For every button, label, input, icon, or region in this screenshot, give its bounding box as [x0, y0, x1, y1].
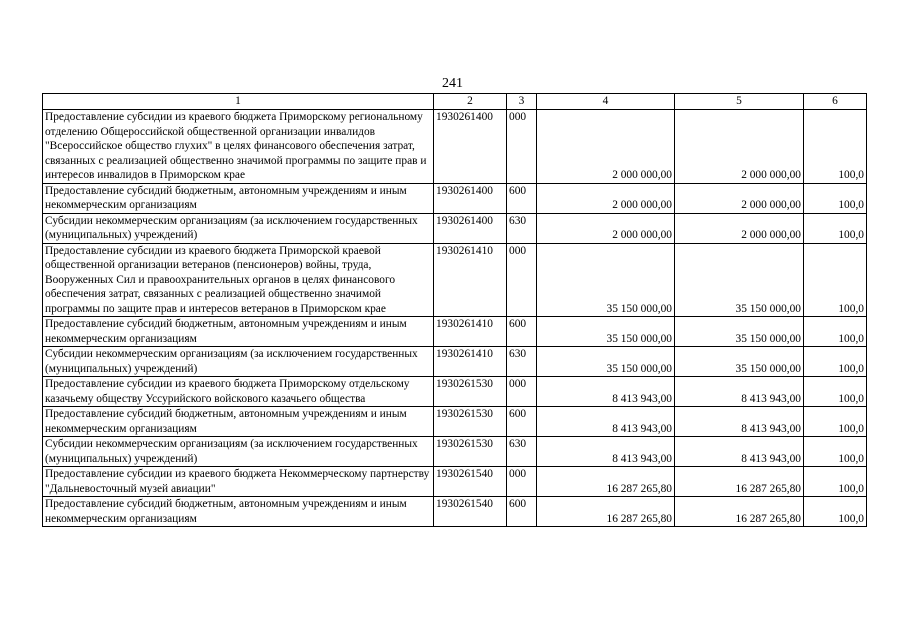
table-row: [43, 377, 867, 407]
row-plan-amount: 2 000 000,00: [537, 110, 675, 184]
table-row: [43, 437, 867, 467]
column-header: 5: [675, 94, 804, 110]
table-header-row: [43, 94, 867, 110]
row-expense-type: 630: [507, 213, 537, 243]
row-expense-type: 000: [507, 467, 537, 497]
row-name: Предоставление субсидии из краевого бюджета Приморскому региональному отделению Общероссийской общественной организации инвалидов "Всероссийское общество глухих" в целях финансового обеспечения затрат, связанных с реализацией общественно значимой программы по защите прав и интересов инвалидов в Приморском крае: [43, 110, 434, 184]
row-plan-amount: 35 150 000,00: [537, 347, 675, 377]
row-plan-amount: 16 287 265,80: [537, 497, 675, 527]
row-percent: 100,0: [804, 213, 867, 243]
table-row: [43, 243, 867, 317]
row-plan-amount: 8 413 943,00: [537, 407, 675, 437]
column-header: 4: [537, 94, 675, 110]
row-percent: 100,0: [804, 467, 867, 497]
row-fact-amount: 8 413 943,00: [675, 407, 804, 437]
row-target-code: 1930261530: [434, 407, 507, 437]
row-target-code: 1930261530: [434, 377, 507, 407]
row-plan-amount: 8 413 943,00: [537, 437, 675, 467]
row-fact-amount: 35 150 000,00: [675, 317, 804, 347]
row-name: Предоставление субсидий бюджетным, автономным учреждениям и иным некоммерческим организациям: [43, 317, 434, 347]
row-percent: 100,0: [804, 407, 867, 437]
row-plan-amount: 16 287 265,80: [537, 467, 675, 497]
row-expense-type: 630: [507, 347, 537, 377]
row-percent: 100,0: [804, 437, 867, 467]
row-percent: 100,0: [804, 243, 867, 317]
row-name: Предоставление субсидии из краевого бюджета Приморской краевой общественной организации ветеранов (пенсионеров) войны, труда, Вооруженных Сил и правоохранительных органов в целях финансового обеспечения затрат, связанных с реализацией общественно значимой программы по защите прав и интересов ветеранов в Приморском крае: [43, 243, 434, 317]
row-expense-type: 600: [507, 317, 537, 347]
row-name: Субсидии некоммерческим организациям (за исключением государственных (муниципальных) учреждений): [43, 437, 434, 467]
table-row: [43, 467, 867, 497]
row-name: Предоставление субсидии из краевого бюджета Приморскому отдельскому казачьему обществу Уссурийского войскового казачьего общества: [43, 377, 434, 407]
row-expense-type: 630: [507, 437, 537, 467]
row-percent: 100,0: [804, 183, 867, 213]
row-plan-amount: 2 000 000,00: [537, 183, 675, 213]
row-percent: 100,0: [804, 377, 867, 407]
table-row: [43, 497, 867, 527]
row-expense-type: 000: [507, 377, 537, 407]
row-name: Предоставление субсидий бюджетным, автономным учреждениям и иным некоммерческим организациям: [43, 497, 434, 527]
table-row: [43, 183, 867, 213]
column-header: 1: [43, 94, 434, 110]
row-target-code: 1930261400: [434, 213, 507, 243]
budget-table: [42, 93, 867, 527]
row-target-code: 1930261530: [434, 437, 507, 467]
row-plan-amount: 8 413 943,00: [537, 377, 675, 407]
row-name: Субсидии некоммерческим организациям (за исключением государственных (муниципальных) учреждений): [43, 213, 434, 243]
row-fact-amount: 8 413 943,00: [675, 377, 804, 407]
row-fact-amount: 2 000 000,00: [675, 183, 804, 213]
row-target-code: 1930261400: [434, 183, 507, 213]
table-row: [43, 407, 867, 437]
row-expense-type: 600: [507, 183, 537, 213]
table-row: [43, 110, 867, 184]
row-plan-amount: 35 150 000,00: [537, 243, 675, 317]
row-percent: 100,0: [804, 110, 867, 184]
row-target-code: 1930261400: [434, 110, 507, 184]
row-expense-type: 600: [507, 407, 537, 437]
row-percent: 100,0: [804, 347, 867, 377]
row-name: Предоставление субсидии из краевого бюджета Некоммерческому партнерству "Дальневосточный музей авиации": [43, 467, 434, 497]
row-fact-amount: 35 150 000,00: [675, 347, 804, 377]
row-expense-type: 000: [507, 110, 537, 184]
row-percent: 100,0: [804, 317, 867, 347]
table-row: [43, 347, 867, 377]
row-fact-amount: 35 150 000,00: [675, 243, 804, 317]
column-header: 2: [434, 94, 507, 110]
row-name: Предоставление субсидий бюджетным, автономным учреждениям и иным некоммерческим организациям: [43, 407, 434, 437]
row-name: Субсидии некоммерческим организациям (за исключением государственных (муниципальных) учреждений): [43, 347, 434, 377]
row-fact-amount: 8 413 943,00: [675, 437, 804, 467]
column-header: 3: [507, 94, 537, 110]
row-name: Предоставление субсидий бюджетным, автономным учреждениям и иным некоммерческим организациям: [43, 183, 434, 213]
row-target-code: 1930261410: [434, 317, 507, 347]
row-target-code: 1930261540: [434, 497, 507, 527]
table-row: [43, 213, 867, 243]
row-fact-amount: 16 287 265,80: [675, 467, 804, 497]
column-header: 6: [804, 94, 867, 110]
row-plan-amount: 2 000 000,00: [537, 213, 675, 243]
row-percent: 100,0: [804, 497, 867, 527]
page-number: 241: [442, 76, 463, 91]
row-plan-amount: 35 150 000,00: [537, 317, 675, 347]
row-fact-amount: 2 000 000,00: [675, 213, 804, 243]
row-target-code: 1930261410: [434, 347, 507, 377]
row-fact-amount: 2 000 000,00: [675, 110, 804, 184]
row-target-code: 1930261410: [434, 243, 507, 317]
row-expense-type: 600: [507, 497, 537, 527]
row-target-code: 1930261540: [434, 467, 507, 497]
row-expense-type: 000: [507, 243, 537, 317]
row-fact-amount: 16 287 265,80: [675, 497, 804, 527]
table-row: [43, 317, 867, 347]
